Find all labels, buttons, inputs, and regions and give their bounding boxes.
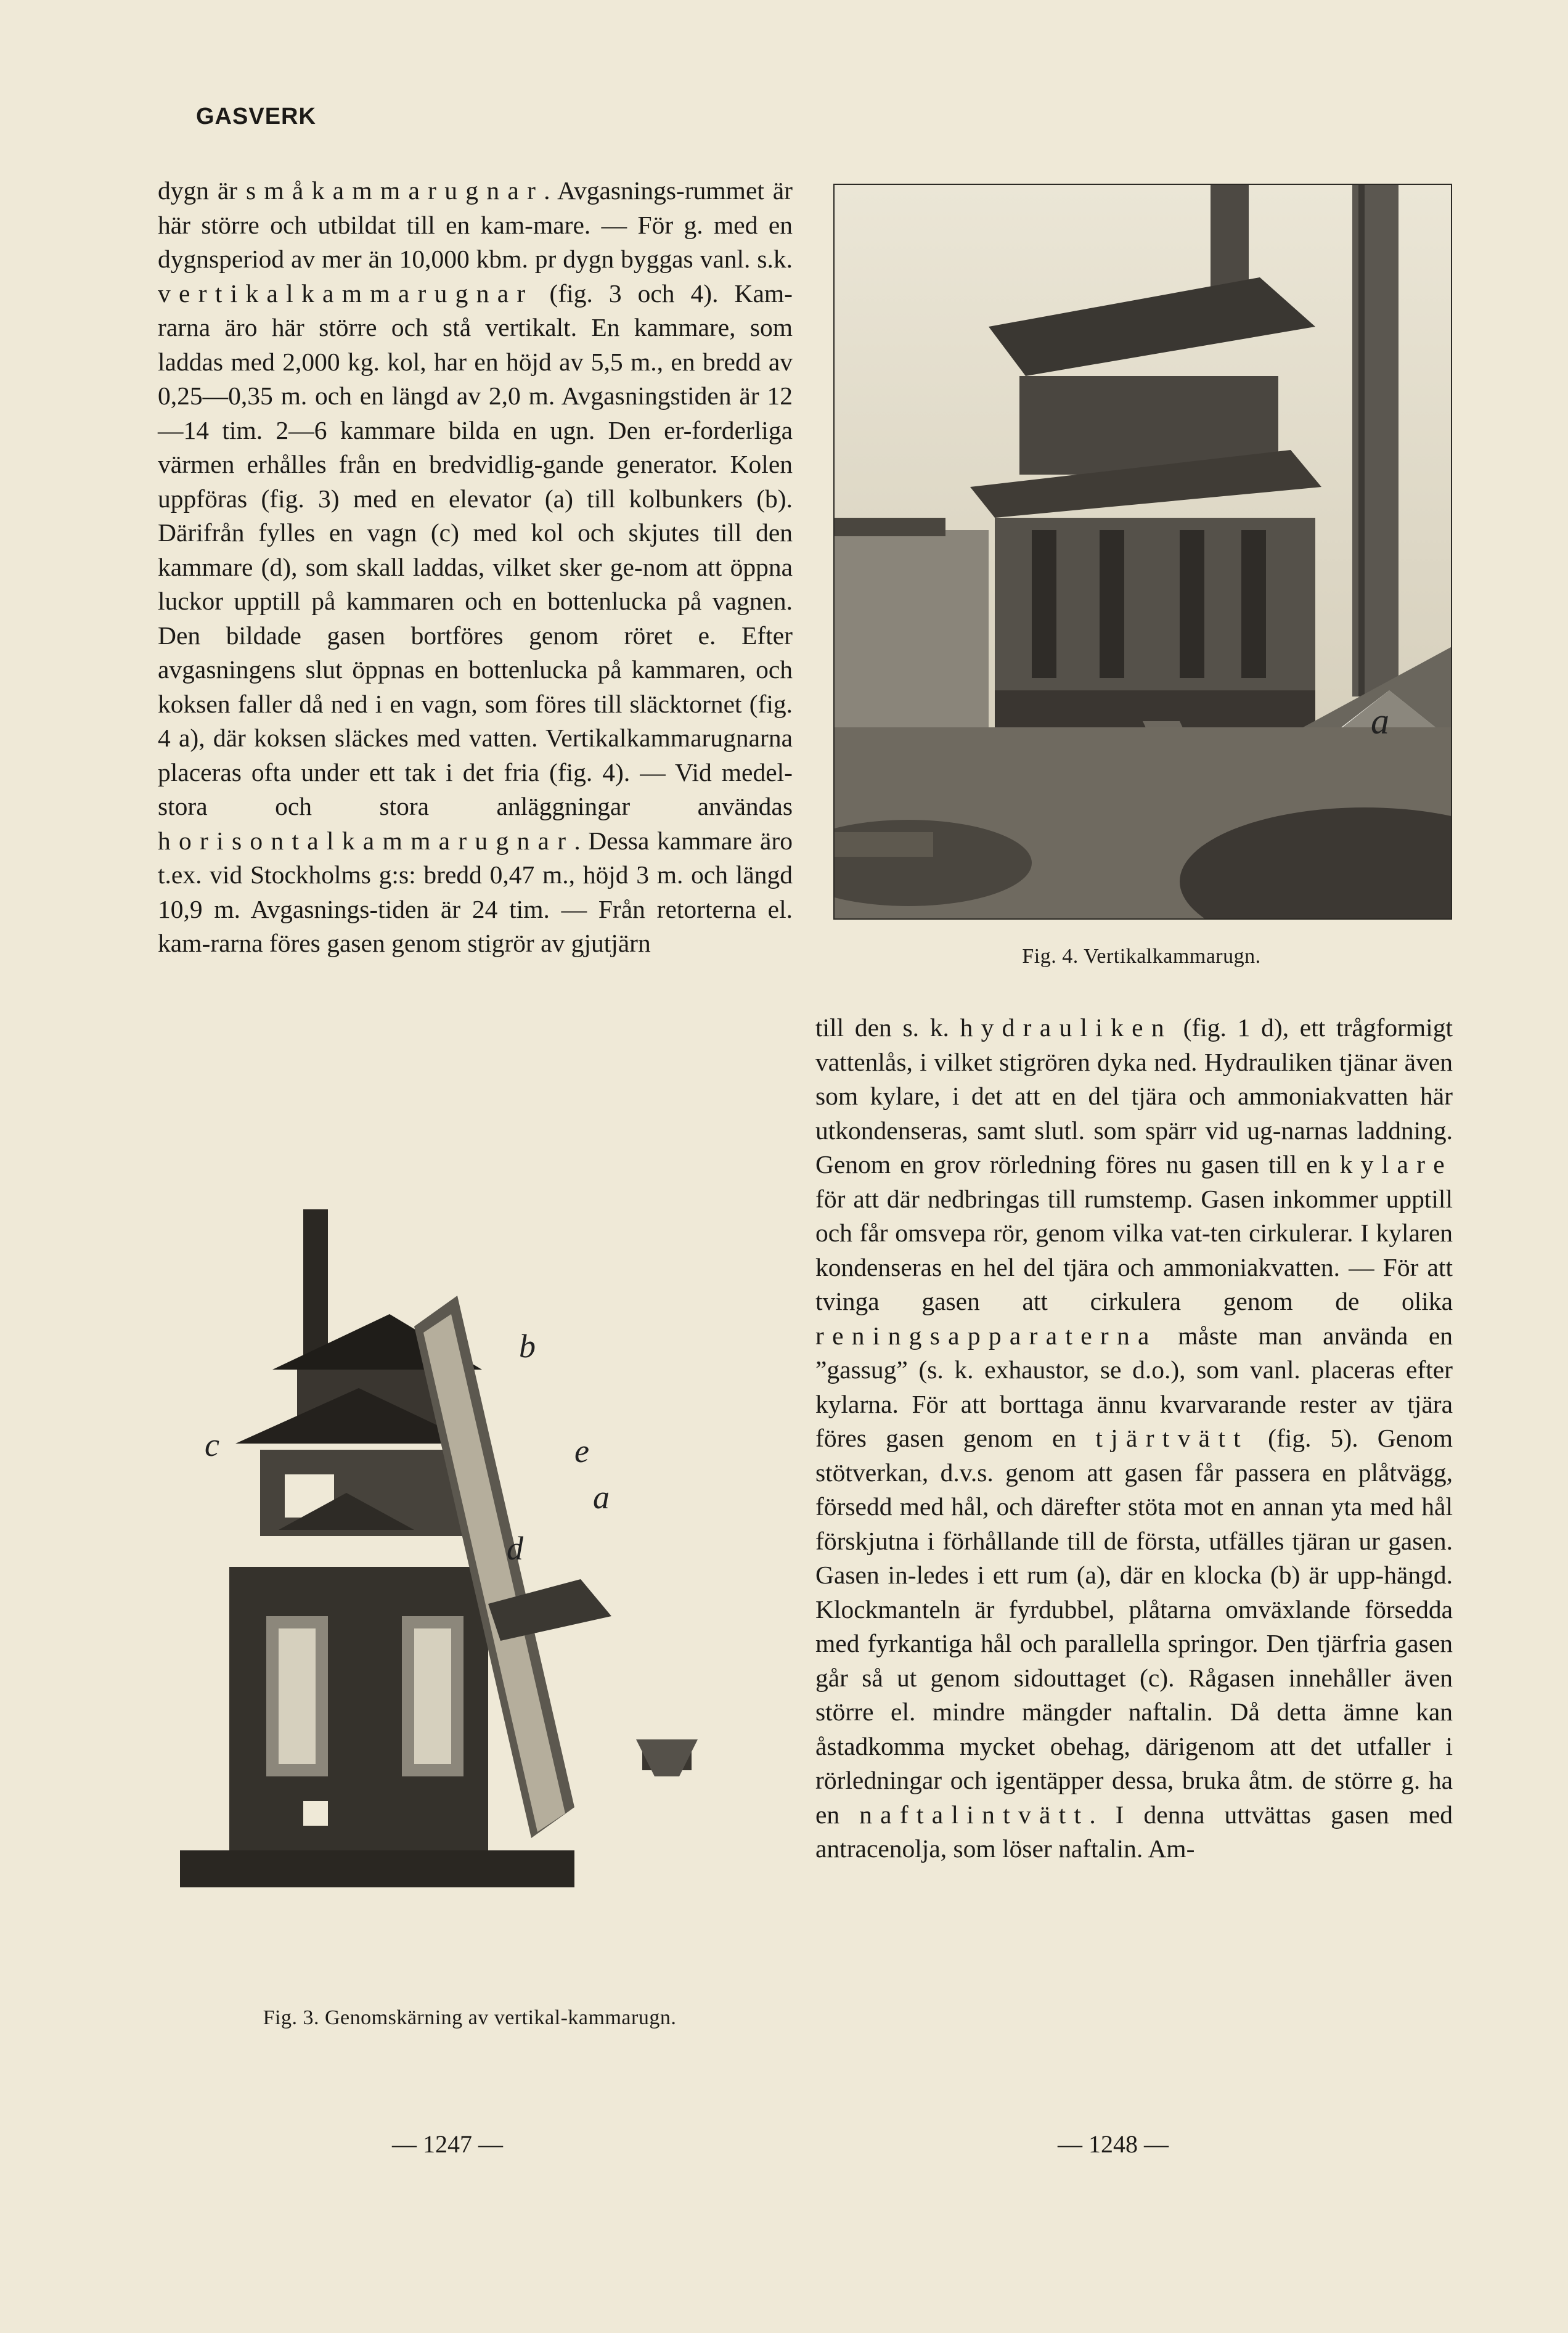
spaced-term: hydrauliken [960,1013,1172,1042]
spaced-term: naftalintvätt [859,1800,1090,1829]
right-text-column [815,1011,1453,1866]
spaced-term: reningsapparaterna [815,1321,1158,1350]
page-number-left: — 1247 — [392,2130,503,2158]
page-number-right: — 1248 — [1058,2130,1169,2158]
label-a: a [593,1479,610,1516]
left-paragraph: dygn är småkammarugnar. Avgasnings-rummet är här större och utbildat till en kam-mare. — För g. med en dygnsperiod av mer än 10,000 kbm. pr dygn byggas vanl. s.k. vertikalkammarugnar (fig. 3 och 4). Kam-rarna äro här större och stå vertikalt. En kammare, som laddas med 2,000 kg. kol, har en höjd av 5,5 m., en bredd av 0,25—0,35 m. och en längd av 2,0 m. Avgasningstiden är 12—14 tim. 2—6 kammare bilda en ugn. Den er-forderliga värmen erhålles från en bredvidlig-gande generator. Kolen uppföras (fig. 3) med en elevator (a) till kolbunkers (b). Därifrån fylles en vagn (c) med kol och skjutes till den kammare (d), som skall laddas, vilket sker ge-nom att öppna luckor upptill på kammaren och en bottenlucka på vagnen. Den bildade gasen bortföres genom röret e. Efter avgasningens slut öppnas en bottenlucka på kammaren, och koksen faller då ned i en vagn, som föres till släcktornet (fig. 4 a), där koksen släckes med vatten. Vertikalkammarugnarna placeras ofta under ett tak i det fria (fig. 4). — Vid medel-stora och stora anläggningar användas horisontalkammarugnar. Dessa kammare äro t.ex. vid Stockholms g:s: bredd 0,47 m., höjd 3 m. och längd 10,9 m. Avgasnings-tiden är 24 tim. — Från retorterna el. kam-rarna föres gasen genom stigrör av gjutjärn [158,176,793,957]
figure-3-caption: Fig. 3. Genomskärning av vertikal-kammarugn. [263,2006,677,2029]
right-paragraph: till den s. k. hydrauliken (fig. 1 d), ett trågformigt vattenlås, i vilket stigrören dyka ned. Hydrauliken tjänar även som kylare, i det att en del tjära och ammoniakvatten här utkondenseras, samt slutl. som spärr vid ug-narnas laddning. Genom en grov rörledning föres nu gasen till en kylare för att där nedbringas till rumstemp. Gasen inkommer upptill och får omsvepa rör, genom vilka vat-ten cirkulerar. I kylaren kondenseras en hel del tjära och ammoniakvatten. — För att tvinga gasen att cirkulera genom de olika reningsapparaterna måste man använda en ”gassug” (s. k. exhaustor, se d.o.), som vanl. placeras efter kylarna. För att borttaga ännu kvarvarande rester av tjära föres gasen genom en tjärtvätt (fig. 5). Genom stötverkan, d.v.s. genom att gasen får passera en plåtvägg, försedd med hål, och därefter stöta mot en annan yta med hål förskjutna i förhållande till de första, utfälles tjäran ur gasen. Gasen in-ledes i ett rum (a), där en klocka (b) är upp-hängd. Klockmanteln är fyrdubbel, plåtarna omväxlande försedda med fyrkantiga hål och parallella springor. Den tjärfria gasen går så ut genom sidouttaget (c). Rågasen innehåller även större el. mindre mängder naftalin. Då detta ämne kan åstadkomma mycket obehag, därigenom att det utfaller i rörledningar och igentäpper dessa, bruka åtm. de större g. ha en naftalintvätt. I denna uttvättas gasen med antracenolja, som löser naftalin. Am- [815,1013,1453,1863]
running-header: GASVERK [196,104,316,129]
spaced-term: vertikalkammarugnar [158,279,534,308]
spaced-term: tjärtvätt [1095,1424,1249,1452]
label-a: a [1371,701,1389,742]
left-text-column [158,174,793,961]
figure-3-diagram [180,1185,759,1912]
label-b: b [519,1328,536,1365]
label-e: e [574,1432,589,1469]
label-d: d [507,1530,523,1567]
spaced-term: småkammarugnar [245,176,544,205]
label-c: c [205,1426,219,1463]
spaced-term: kylare [1339,1150,1453,1179]
spaced-term: horisontalkammarugnar [158,826,574,855]
figure-4-caption: Fig. 4. Vertikalkammarugn. [1022,945,1261,968]
figure-4-photo [833,184,1452,920]
